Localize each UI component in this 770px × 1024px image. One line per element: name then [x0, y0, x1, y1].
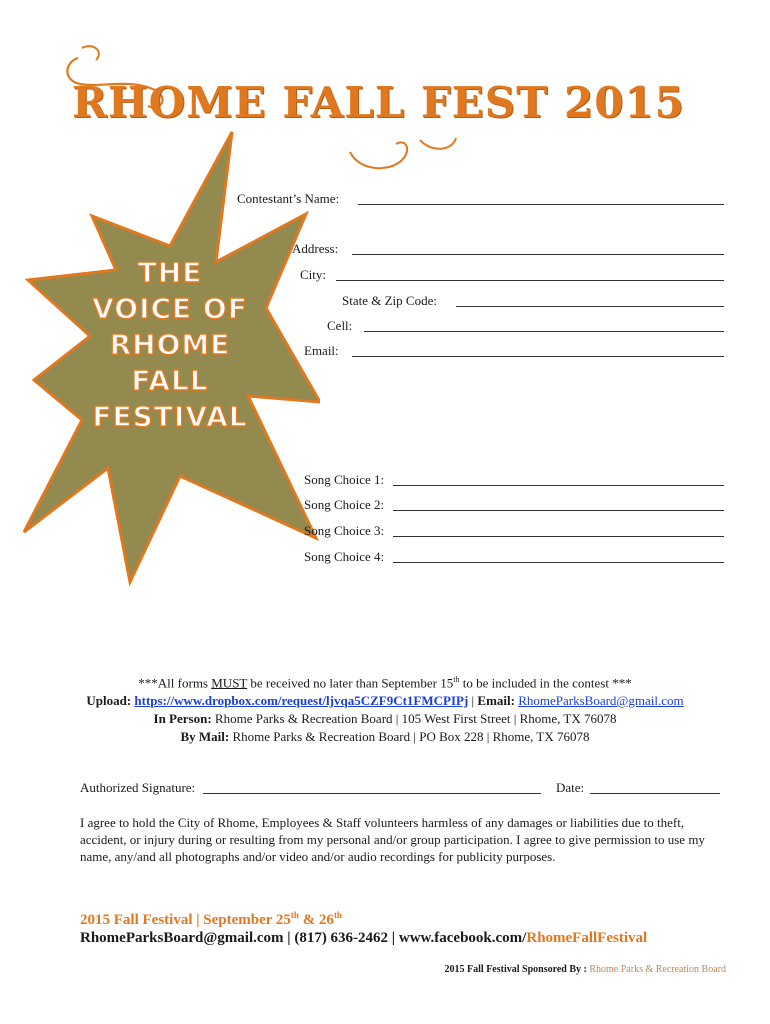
- signature-label: Authorized Signature:: [80, 780, 196, 795]
- signature-field[interactable]: [203, 793, 541, 794]
- by-mail-line: [0, 729, 770, 745]
- star-text-line-1: THE: [137, 256, 203, 289]
- upload-sep: |: [468, 693, 478, 708]
- song-choice-3-field[interactable]: [393, 536, 724, 537]
- notice-suffix: to be included in the contest ***: [459, 675, 632, 691]
- song-choice-4-label: Song Choice 4:: [304, 549, 385, 564]
- upload-label: Upload:: [86, 693, 132, 708]
- date-label: Date:: [556, 780, 585, 795]
- star-text-line-3: RHOME: [109, 328, 231, 361]
- email-label: Email:: [304, 343, 339, 358]
- festival-amp: & 26: [298, 912, 334, 928]
- sponsor-label: 2015 Fall Festival Sponsored By :: [444, 964, 590, 975]
- page-title: RHOME FALL FEST 2015: [72, 78, 685, 127]
- email-contact-link[interactable]: RhomeParksBoard@gmail.com: [518, 693, 684, 708]
- email-field[interactable]: [352, 356, 724, 357]
- sponsor-line: [445, 964, 726, 975]
- cell-field[interactable]: [364, 331, 724, 332]
- city-label: City:: [300, 267, 327, 282]
- in-person-text: Rhome Parks & Recreation Board | 105 West First Street | Rhome, TX 76078: [211, 711, 617, 726]
- date-field[interactable]: [590, 793, 720, 794]
- by-mail-text: Rhome Parks & Recreation Board | PO Box 228 | Rhome, TX 76078: [229, 729, 590, 744]
- song-choice-1-field[interactable]: [393, 485, 724, 486]
- contact-line: [80, 930, 647, 947]
- song-choice-4-field[interactable]: [393, 562, 724, 563]
- song-choice-2-label: Song Choice 2:: [304, 497, 385, 512]
- contact-text: RhomeParksBoard@gmail.com | (817) 636-2462 | www.facebook.com/: [80, 930, 527, 946]
- festival-dates-text: 2015 Fall Festival | September 25: [80, 912, 291, 928]
- festival-dates: [80, 910, 342, 929]
- notice-middle: be received no later than September 15: [247, 675, 454, 691]
- email-contact-label: Email:: [477, 693, 515, 708]
- sponsor-name: Rhome Parks & Recreation Board: [589, 964, 726, 975]
- contestant-name-label: Contestant’s Name:: [237, 191, 340, 206]
- festival-sup-2: th: [333, 910, 342, 920]
- address-label: Address:: [292, 241, 339, 256]
- in-person-label: In Person:: [153, 711, 212, 726]
- state-zip-field[interactable]: [456, 306, 724, 307]
- notice-sup: th: [453, 675, 460, 684]
- notice-must: MUST: [211, 675, 248, 691]
- facebook-handle[interactable]: RhomeFallFestival: [526, 930, 648, 946]
- by-mail-label: By Mail:: [180, 729, 230, 744]
- state-zip-label: State & Zip Code:: [342, 293, 437, 308]
- star-text-line-2: VOICE OF: [92, 292, 248, 325]
- upload-line: [0, 693, 770, 709]
- upload-link[interactable]: https://www.dropbox.com/request/ljvqa5CZF9Ct1FMCPIPj: [134, 693, 469, 708]
- song-choice-3-label: Song Choice 3:: [304, 523, 385, 538]
- song-choice-1-label: Song Choice 1:: [304, 472, 385, 487]
- star-text-line-4: FALL: [131, 364, 209, 397]
- song-choice-2-field[interactable]: [393, 510, 724, 511]
- deadline-notice: [0, 675, 770, 691]
- address-field[interactable]: [352, 254, 724, 255]
- in-person-line: [0, 711, 770, 727]
- agreement-paragraph: I agree to hold the City of Rhome, Employees & Staff volunteers harmless of any damages or liabilities due to theft, accident, or injury during or resulting from my personal and/or group participation. I agree to give permission to use my name, any/and all photographs and/or video and/or audio recordings for publicity purposes.: [80, 815, 705, 864]
- festival-sup-1: th: [290, 910, 299, 920]
- city-field[interactable]: [336, 280, 724, 281]
- notice-prefix: ***All forms: [138, 675, 212, 691]
- contestant-name-field[interactable]: [358, 204, 724, 205]
- cell-label: Cell:: [327, 318, 353, 333]
- star-text-line-5: FESTIVAL: [92, 400, 248, 433]
